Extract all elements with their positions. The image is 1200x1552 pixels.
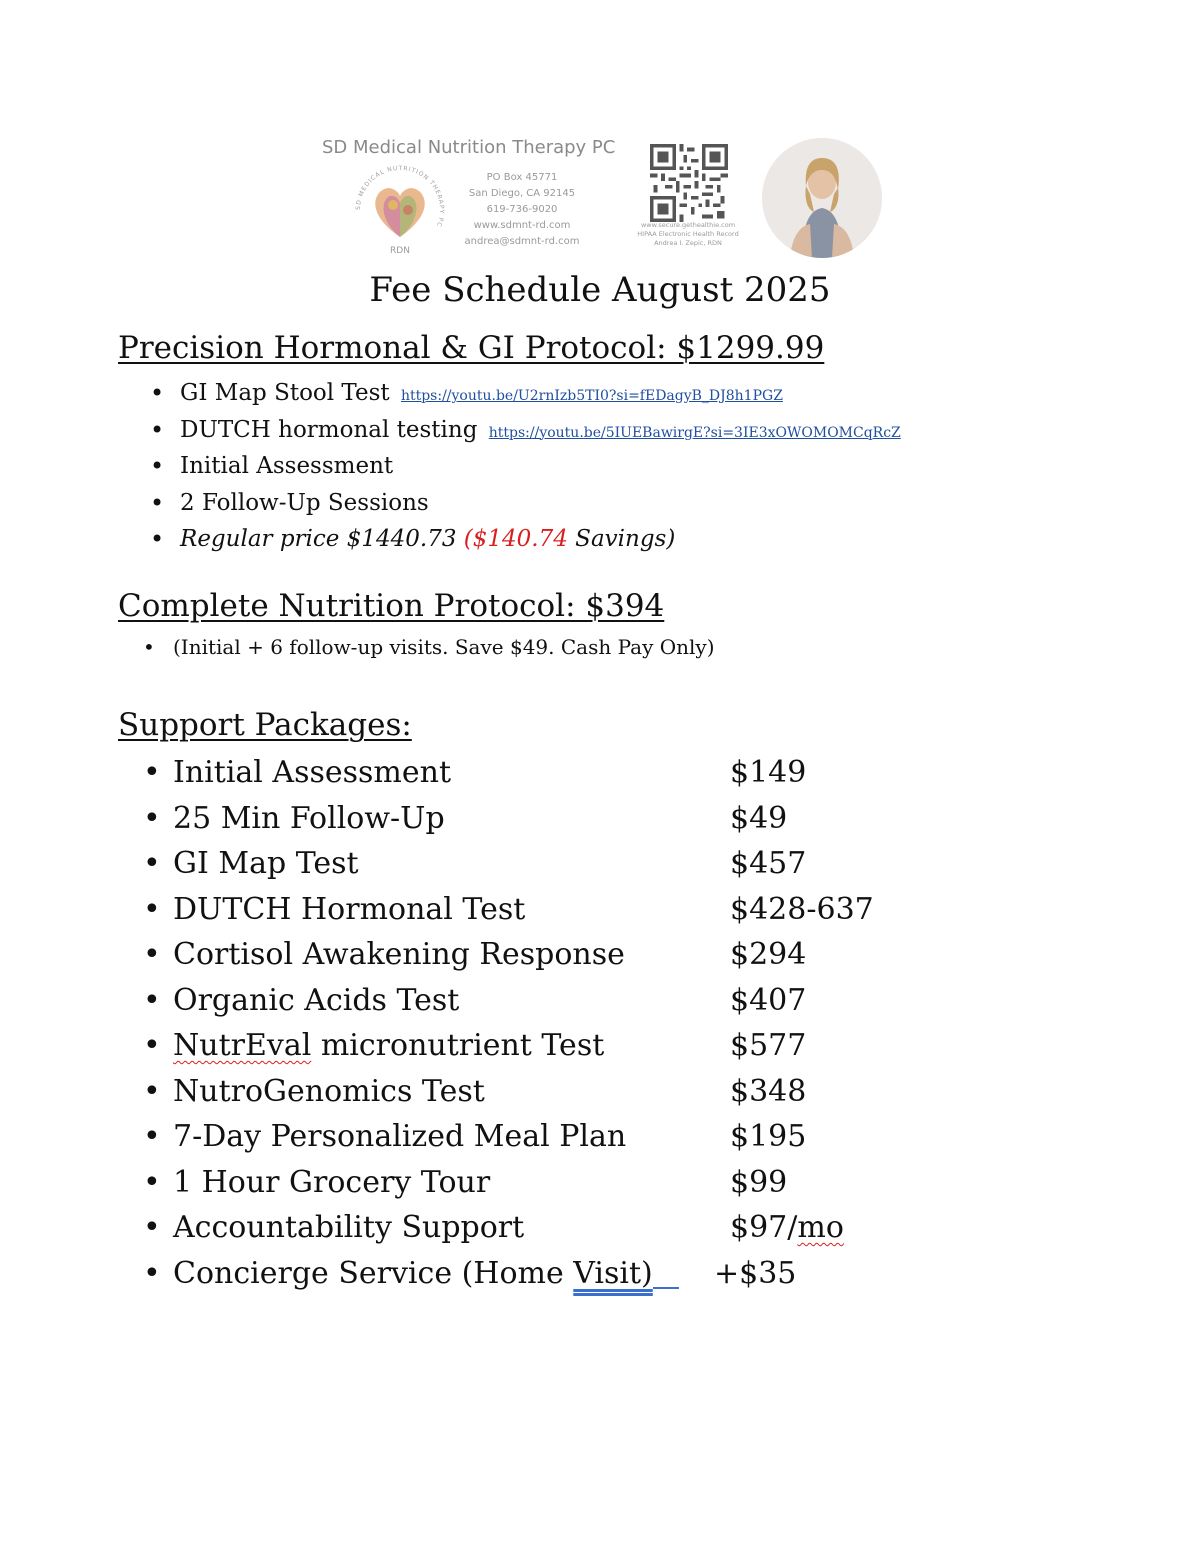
package-price: $428-637: [730, 891, 874, 927]
package-price: +$35: [714, 1255, 797, 1291]
package-price: [730, 1207, 844, 1249]
package-name: [173, 1025, 604, 1067]
package-price: $294: [730, 937, 807, 972]
address-line: andrea@sdmnt-rd.com: [464, 236, 580, 247]
package-name-rest: micronutrient Test: [311, 1028, 605, 1063]
package-row: • 7-Day Personalized Meal Plan $195: [143, 1116, 943, 1162]
package-row: • GI Map Test $457: [143, 843, 943, 889]
support-package-list: [143, 752, 943, 1298]
package-row: • NutroGenomics Test $348: [143, 1071, 943, 1117]
list-item: • Initial Assessment: [150, 450, 901, 487]
package-price: $457: [730, 846, 807, 881]
list-item: • (Initial + 6 follow-up visits. Save $49. Cash Pay Only): [143, 633, 715, 661]
package-name: DUTCH Hormonal Test: [173, 891, 526, 927]
regular-price-text: Regular price $1440.73: [180, 526, 464, 553]
package-price: $149: [730, 755, 807, 790]
heart-logo-icon: [355, 165, 445, 255]
package-name: Organic Acids Test: [173, 982, 460, 1018]
protocol-heading: Precision Hormonal & GI Protocol: $1299.99: [118, 330, 825, 366]
qr-caption: [618, 221, 758, 248]
grammar-flag-trail: [653, 1253, 679, 1289]
package-price: $49: [730, 800, 788, 836]
list-item: • 2 Follow-Up Sessions: [150, 487, 901, 524]
package-price: $195: [730, 1119, 807, 1154]
list-item: [150, 414, 901, 451]
list-item: [150, 523, 901, 560]
savings-amount: ($140.74: [463, 526, 568, 553]
package-price: $348: [730, 1073, 807, 1109]
package-row: • Accountability Support $97/mo: [143, 1207, 943, 1253]
qr-caption-line: Andrea I. Zepic, RDN: [654, 239, 722, 247]
qr-caption-line: www.secure.gethealthie.com: [640, 221, 736, 229]
address-line: San Diego, CA 92145: [468, 188, 576, 199]
package-price: $407: [730, 982, 807, 1018]
company-name: SD Medical Nutrition Therapy PC: [322, 137, 616, 158]
package-row: • Cortisol Awakening Response $294: [143, 934, 943, 980]
price-amount: $97/: [730, 1210, 798, 1245]
spellcheck-word: NutrEval: [173, 1028, 312, 1063]
package-name: Initial Assessment: [173, 755, 452, 790]
address-line: www.sdmnt-rd.com: [473, 220, 571, 231]
package-row: • Concierge Service (Home Visit) +$35: [143, 1253, 943, 1299]
company-address: [452, 170, 592, 250]
package-row: • Initial Assessment $149: [143, 752, 943, 798]
logo-label: RDN: [390, 246, 410, 255]
package-name: 7-Day Personalized Meal Plan: [173, 1119, 627, 1154]
savings-suffix: Savings): [567, 526, 676, 553]
package-price: $577: [730, 1028, 807, 1063]
item-label: DUTCH hormonal testing: [180, 416, 478, 443]
logo-ring-text: SD MEDICAL NUTRITION THERAPY PC: [355, 165, 445, 229]
package-name: NutroGenomics Test: [173, 1073, 485, 1109]
package-name: 1 Hour Grocery Tour: [173, 1164, 491, 1200]
qr-caption-line: HIPAA Electronic Health Record: [637, 230, 739, 238]
list-item: [150, 377, 901, 414]
package-row: • Organic Acids Test $407: [143, 980, 943, 1026]
package-name: Cortisol Awakening Response: [173, 937, 625, 972]
protocol-heading: Complete Nutrition Protocol: $394: [118, 588, 665, 624]
qr-code-icon[interactable]: [650, 144, 728, 222]
package-name: 25 Min Follow-Up: [173, 800, 445, 836]
protocol-note-list: [143, 633, 715, 661]
spellcheck-word: mo: [797, 1210, 844, 1245]
package-row: • 1 Hour Grocery Tour $99: [143, 1162, 943, 1208]
grammar-flag-word: Visit): [573, 1255, 653, 1291]
page-title: Fee Schedule August 2025: [369, 270, 831, 310]
video-link[interactable]: https://youtu.be/5IUEBawirgE?si=3IE3xOWOMOMCqRcZ: [488, 424, 901, 441]
video-link[interactable]: https://youtu.be/U2rnIzb5TI0?si=fEDagyB_DJ8h1PGZ: [400, 388, 783, 404]
package-name: Accountability Support: [173, 1210, 525, 1245]
package-row: • NutrEval micronutrient Test $577: [143, 1025, 943, 1071]
package-row: • 25 Min Follow-Up $49: [143, 798, 943, 844]
item-label: GI Map Stool Test: [180, 380, 390, 406]
package-name: [173, 1253, 679, 1295]
package-price: $99: [730, 1164, 788, 1200]
package-name: GI Map Test: [173, 846, 359, 881]
protocol-items: [150, 377, 901, 560]
profile-photo: [762, 138, 882, 258]
support-heading: Support Packages:: [118, 707, 412, 743]
address-line: 619-736-9020: [486, 204, 558, 215]
package-row: • DUTCH Hormonal Test $428-637: [143, 889, 943, 935]
package-name-start: Concierge Service (Home: [173, 1255, 574, 1291]
address-line: PO Box 45771: [486, 172, 558, 183]
